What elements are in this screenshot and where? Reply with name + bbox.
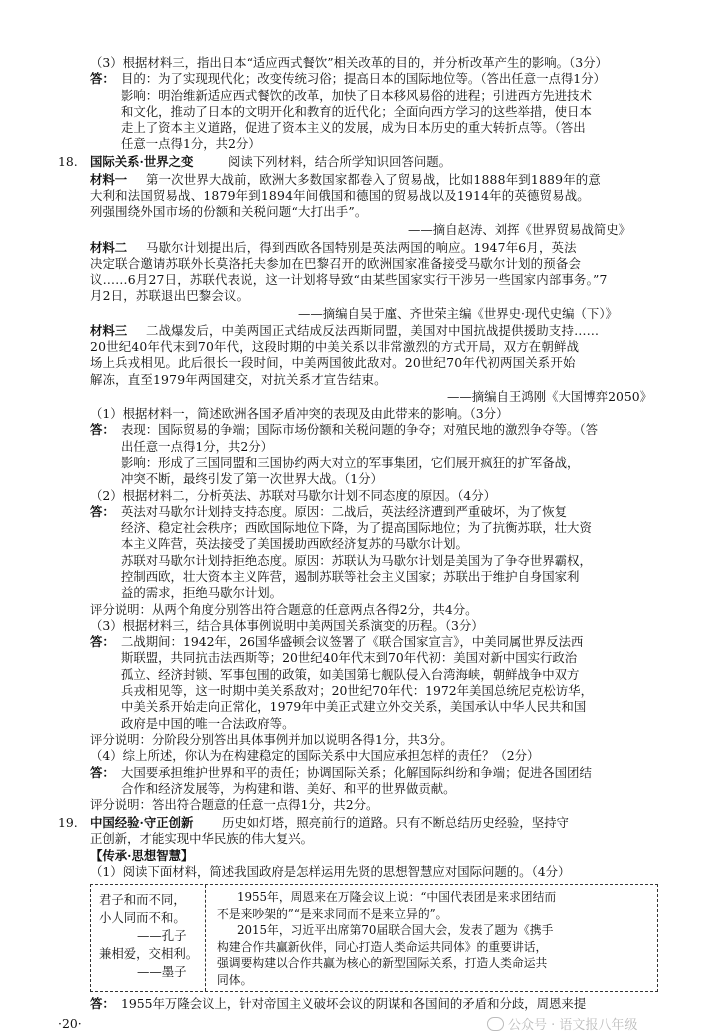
q18-3-answer-line: 孤立、经济封锁、军事包围的政策，如美国第七舰队侵入台湾海峡，朝鲜战争中双方 xyxy=(121,667,580,682)
q19-section-title: 【传承·思想智慧】 xyxy=(90,848,194,863)
material-1-source: ——摘自赵涛、刘挥《世界贸易战简史》 xyxy=(408,222,632,237)
quote-box-right-line: 同体。 xyxy=(217,972,253,987)
quote-box-left-line: 君子和而不同， xyxy=(99,892,186,907)
q18-2-answer-line: 经济、稳定社会秩序；西欧国际地位下降，为了提高国际地位；为了抗衡苏联，壮大资 xyxy=(121,520,592,535)
q17-3-answer-line: 任意一点得1分，共2分） xyxy=(121,136,261,151)
material-3-source: ——摘编自王鸿刚《大国博弈2050》 xyxy=(447,389,653,404)
q18-2-answer-line: 益的需求，拒绝马歇尔计划。 xyxy=(121,585,283,600)
q18-1-question: （1）根据材料一，简述欧洲各国矛盾冲突的表现及由此带来的影响。（3分） xyxy=(90,406,509,421)
material-1-label: 材料一 xyxy=(90,172,128,187)
quote-box-right-line: 强调要构建以合作共赢为核心的新型国际关系，打造人类命运共 xyxy=(217,956,548,970)
q17-3-answer-line: 影响：明治维新适应西式餐饮的改革，加快了日本移风易俗的进程；引进西方先进技术 xyxy=(121,88,592,103)
q18-2-answer-line: 控制西欧，壮大资本主义阵营，遏制苏联等社会主义国家；苏联出于维护自身国家利 xyxy=(121,569,580,584)
q17-3-question: （3）根据材料三，指出日本“适应西式餐饮”相关改革的目的，并分析改革产生的影响。（3分） xyxy=(90,55,608,70)
q18-4-scoring-note: 评分说明：答出符合题意的任意一点得1分，共2分。 xyxy=(90,797,379,812)
answer-label: 答： xyxy=(90,765,115,780)
material-2-line: 月2日，苏联退出巴黎会议。 xyxy=(90,288,250,303)
q18-4-question: （4）综上所述，你认为在构建稳定的国际关系中大国应承担怎样的责任？（2分） xyxy=(90,748,540,763)
quote-box-left-line: ——孔子 xyxy=(137,928,187,943)
material-2-label: 材料二 xyxy=(90,240,128,255)
q19-intro-line: 正创新，才能实现中华民族的伟大复兴。 xyxy=(90,831,314,846)
answer-label: 答： xyxy=(90,422,115,437)
material-1-line: 列强围绕外国市场的份额和关税问题“大打出手”。 xyxy=(90,204,368,219)
q18-2-answer-line: 苏联对马歇尔计划持拒绝态度。原因：苏联认为马歇尔计划是美国为了争夺世界霸权， xyxy=(121,553,592,568)
q19-1-question: （1）阅读下面材料，简述我国政府是怎样运用先贤的思想智慧应对国际问题的。（4分） xyxy=(90,864,571,879)
quote-box-right xyxy=(207,885,657,991)
material-2-line: 议……6月27日，苏联代表说，这一计划将导致“由某些国家实行干涉另一些国家内部事务。”7 xyxy=(90,272,608,287)
q18-1-answer-line: 出任意一点得1分，共2分） xyxy=(121,439,274,454)
page-number: ·20· xyxy=(58,1016,82,1031)
answer-label: 答： xyxy=(90,996,115,1011)
material-3-label: 材料三 xyxy=(90,323,128,338)
material-2-line: 马歇尔计划提出后，得到西欧各国特别是英法两国的响应。1947年6月，英法 xyxy=(146,240,577,255)
q18-1-answer-line: 表现：国际贸易的争端；国际市场份额和关税问题的争夺；对殖民地的激烈争夺等。（答 xyxy=(121,422,599,437)
q19-number: 19. xyxy=(58,815,78,830)
answer-label: 答： xyxy=(90,71,115,86)
q19-intro-line: 历史如灯塔，照亮前行的道路。只有不断总结历史经验，坚持守 xyxy=(222,815,569,830)
answer-label: 答： xyxy=(90,634,115,649)
q18-3-answer-line: 斯联盟，共同抗击法西斯等；20世纪40年代末到70年代初：美国对新中国实行政治 xyxy=(121,650,578,665)
q18-3-question: （3）根据材料三，结合具体事例说明中美两国关系演变的历程。（3分） xyxy=(90,618,484,633)
material-3-line: 解冻，直至1979年两国建交，对抗关系才宣告结束。 xyxy=(90,372,387,387)
quote-box xyxy=(90,884,658,992)
material-2-source: ——摘编自吴于廑、齐世荣主编《世界史·现代史编（下）》 xyxy=(298,306,618,321)
q19-heading: 中国经验·守正创新 xyxy=(90,815,194,830)
quote-box-left xyxy=(91,885,206,991)
watermark xyxy=(487,1014,637,1033)
q18-intro: 阅读下列材料，结合所学知识回答问题。 xyxy=(228,154,452,169)
q18-2-answer-line: 英法对马歇尔计划持支持态度。原因：二战后，英法经济遭到严重破坏，为了恢复 xyxy=(121,504,568,519)
watermark-text: 公众号 · 语文报八年级 xyxy=(508,1018,638,1033)
q18-4-answer-line: 合作和经济发展等，为构建和谐、美好、和平的世界做贡献。 xyxy=(121,781,456,796)
quote-box-right-line: 2015年，习近平出席第70届联合国大会，发表了题为《携手 xyxy=(237,923,554,937)
q18-3-answer-line: 政府是中国的唯一合法政府等。 xyxy=(121,716,295,731)
q18-1-answer-line: 冲突不断，最终引发了第一次世界大战。（1分） xyxy=(121,471,383,486)
q18-number: 18. xyxy=(58,154,78,169)
q18-2-scoring-note: 评分说明：从两个角度分别答出符合题意的任意两点各得2分，共4分。 xyxy=(90,602,478,617)
material-3-line: 二战爆发后，中美两国正式结成反法西斯同盟，美国对中国抗战提供援助支持…… xyxy=(146,323,600,338)
quote-box-left-line: ——墨子 xyxy=(137,964,187,979)
quote-box-right-line: 构建合作共赢新伙伴，同心打造人类命运共同体》的重要讲话， xyxy=(217,939,548,954)
quote-box-left-line: 兼相爱，交相利。 xyxy=(99,946,199,961)
q17-3-answer-line: 和文化，推动了日本的文明开化和教育的近代化；全面向西方学习的这些举措，使日本 xyxy=(121,104,592,119)
q18-3-answer-line: 兵戎相见等，这一时期中美关系敌对；20世纪70年代：1972年美国总统尼克松访华， xyxy=(121,683,593,698)
material-3-line: 场上兵戎相见。此后很长一段时间，中美两国彼此敌对。20世纪70年代初两国关系开始 xyxy=(90,355,576,370)
q19-1-answer-line: 1955年万隆会议上，针对帝国主义破坏会议的阴谋和各国间的矛盾和分歧，周恩来提 xyxy=(121,996,587,1011)
q18-3-answer-line: 二战期间：1942年，26国华盛顿会议签署了《联合国家宣言》，中美同属世界反法西 xyxy=(121,634,584,649)
q18-1-answer-line: 影响：形成了三国同盟和三国协约两大对立的军事集团，它们展开疯狂的扩军备战， xyxy=(121,455,580,470)
q17-3-answer-line: 走上了资本主义道路，促进了资本主义的发展，成为日本历史的重大转折点等。（答出 xyxy=(121,120,586,135)
material-1-line: 大利和法国贸易战、1879年到1894年间俄国和德国的贸易战以及1914年的英德贸易战。 xyxy=(90,188,590,203)
material-1-line: 第一次世界大战前，欧洲大多数国家都卷入了贸易战，比如1888年到1889年的意 xyxy=(146,172,601,187)
q18-3-scoring-note: 评分说明：分阶段分别答出具体事例并加以说明各得1分，共3分。 xyxy=(90,732,453,747)
quote-box-left-line: 小人同而不和。 xyxy=(99,910,186,925)
q18-4-answer-line: 大国要承担维护世界和平的责任；协调国际关系；化解国际纠纷和争端；促进各国团结 xyxy=(121,765,592,780)
q18-2-question: （2）根据材料二，分析英法、苏联对马歇尔计划不同态度的原因。（4分） xyxy=(90,488,497,503)
q17-3-answer-line: 目的：为了实现现代化；改变传统习俗；提高日本的国际地位等。（答出任意一点得1分） xyxy=(121,71,606,86)
quote-box-right-line: 1955年，周恩来在万隆会议上说：“中国代表团是来求团结而 xyxy=(237,890,557,904)
quote-box-right-line: 不是来吵架的”“是来求同而不是来立异的”。 xyxy=(217,906,448,921)
material-2-line: 决定联合邀请苏联外长莫洛托夫参加在巴黎召开的欧洲国家准备接受马歇尔计划的预备会 xyxy=(90,256,582,271)
q18-heading: 国际关系·世界之变 xyxy=(90,154,194,169)
q18-3-answer-line: 中美关系开始走向正常化，1979年中美正式建立外交关系，美国承认中华人民共和国 xyxy=(121,699,587,714)
q18-2-answer-line: 本主义阵营，英法接受了美国援助西欧经济复苏的马歇尔计划。 xyxy=(121,536,468,551)
material-3-line: 20世纪40年代末到70年代，这段时期的中美关系以非常激烈的方式开局，双方在朝鲜战 xyxy=(90,339,580,354)
wechat-icon xyxy=(487,1017,504,1031)
answer-label: 答： xyxy=(90,504,115,519)
